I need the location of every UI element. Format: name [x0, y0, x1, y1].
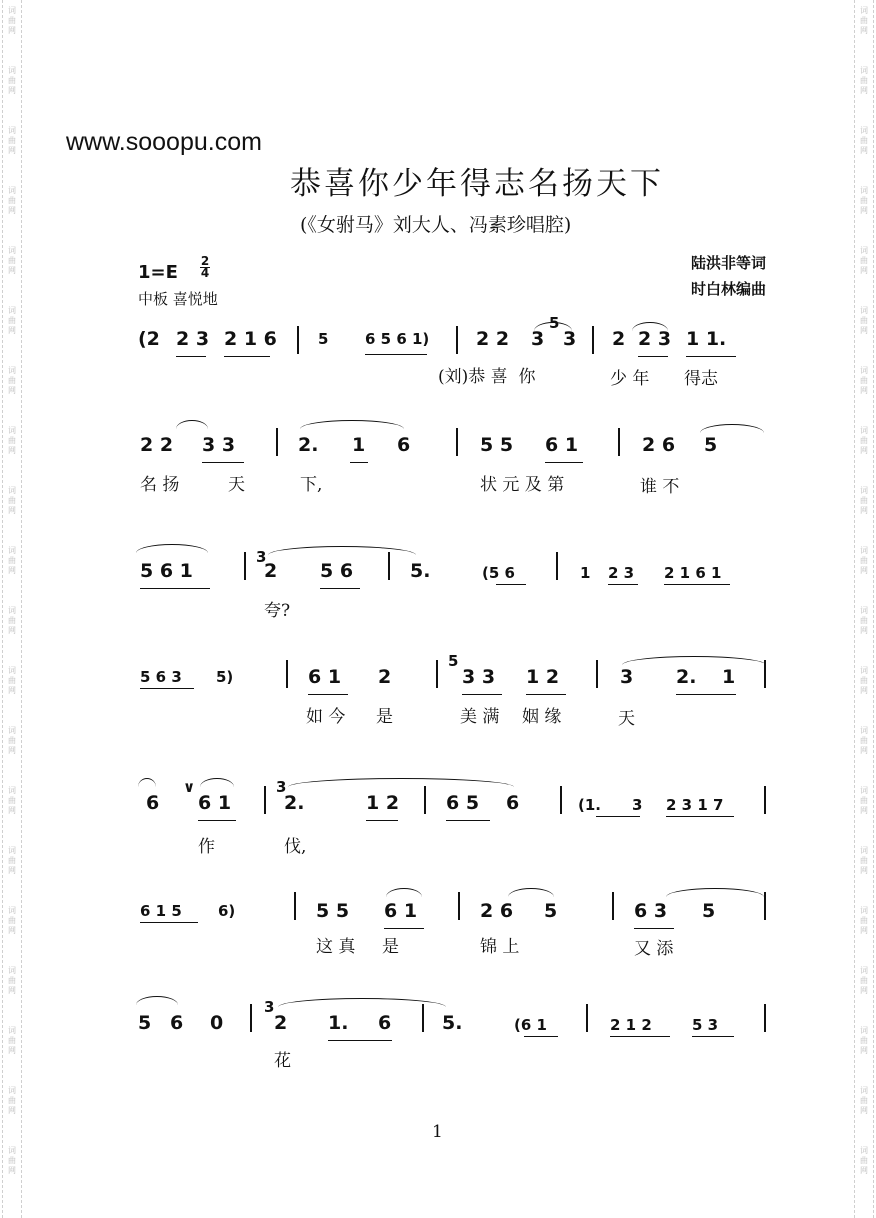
- underline: [638, 356, 668, 357]
- watermark-tile: 词 曲 网: [8, 366, 16, 395]
- note-group: 6 1: [384, 900, 418, 922]
- watermark-tile: 词 曲 网: [860, 1026, 868, 1055]
- note-group: 5 5: [316, 900, 350, 922]
- watermark-tile: 词 曲 网: [860, 66, 868, 95]
- watermark-tile: 词 曲 网: [8, 66, 16, 95]
- underline: [664, 584, 730, 585]
- slur: [700, 424, 764, 433]
- barline: [456, 428, 458, 456]
- barline: [458, 892, 460, 920]
- note-group: 2 2: [140, 434, 174, 456]
- watermark-tile: 词 曲 网: [860, 546, 868, 575]
- note-group: 5): [216, 668, 234, 686]
- note-group: 5: [702, 900, 716, 922]
- watermark-tile: 词 曲 网: [8, 966, 16, 995]
- lyric-line: 作: [198, 837, 215, 857]
- barline: [612, 892, 614, 920]
- watermark-tile: 词 曲 网: [8, 246, 16, 275]
- barline: [436, 660, 438, 688]
- note-group: 6 3: [634, 900, 668, 922]
- underline: [366, 820, 398, 821]
- watermark-tile: 词 曲 网: [860, 486, 868, 515]
- slur: [268, 546, 416, 555]
- slur: [632, 322, 668, 331]
- lyricist-credit: 陆洪非等词: [690, 254, 766, 272]
- barline: [592, 326, 594, 354]
- slur: [386, 888, 422, 897]
- site-url: www.sooopu.com: [66, 128, 262, 156]
- underline: [224, 356, 270, 357]
- watermark-tile: 词 曲 网: [860, 906, 868, 935]
- note-group: 2.: [676, 666, 697, 688]
- note-group: 5.: [410, 560, 431, 582]
- note-group: 2 3: [176, 328, 210, 350]
- slur: [136, 996, 178, 1005]
- note-group: 2: [264, 560, 278, 582]
- underline: [384, 928, 424, 929]
- time-signature-bottom: 4: [200, 266, 210, 280]
- note-group: (6 1: [514, 1016, 547, 1034]
- note-group: 2 6: [642, 434, 676, 456]
- lyric-line: 伐,: [284, 837, 307, 857]
- underline: [462, 694, 502, 695]
- underline: [524, 1036, 558, 1037]
- lyric-line: 花: [274, 1051, 291, 1071]
- underline: [328, 1040, 392, 1041]
- barline: [764, 660, 766, 688]
- key-signature: 1=E: [138, 262, 178, 283]
- note-group: 0: [210, 1012, 224, 1034]
- note-group: 5: [704, 434, 718, 456]
- underline: [202, 462, 244, 463]
- barline: [286, 660, 288, 688]
- barline: [297, 326, 299, 354]
- watermark-tile: 词 曲 网: [860, 1086, 868, 1115]
- lyric-line: 这 真: [316, 937, 356, 957]
- note-group: 2 1 6 1: [664, 564, 722, 582]
- watermark-tile: 词 曲 网: [8, 186, 16, 215]
- underline: [545, 462, 583, 463]
- note-group: 3: [620, 666, 634, 688]
- note-group: 6 1: [198, 792, 232, 814]
- barline: [276, 428, 278, 456]
- slur: [288, 778, 514, 787]
- barline: [294, 892, 296, 920]
- score-row-4: [0, 654, 876, 764]
- score-row-2: [0, 424, 876, 534]
- lyric-line: 是: [382, 937, 399, 957]
- note-group: 2: [274, 1012, 288, 1034]
- note-group: 6 5 6 1): [365, 330, 430, 348]
- note-group: (2: [138, 328, 160, 350]
- watermark-tile: 词 曲 网: [860, 246, 868, 275]
- note-group: 6 1: [308, 666, 342, 688]
- watermark-tile: 词 曲 网: [860, 1146, 868, 1175]
- lyric-line: 得志: [684, 369, 718, 389]
- lyric-line: 如 今: [306, 707, 346, 727]
- watermark-tile: 词 曲 网: [8, 606, 16, 635]
- note-group: 3: [563, 328, 577, 350]
- note-group: 2 6: [480, 900, 514, 922]
- note-group: 2 3: [638, 328, 672, 350]
- note-group: 5: [544, 900, 558, 922]
- watermark-tile: 词 曲 网: [860, 186, 868, 215]
- underline: [308, 694, 348, 695]
- barline: [456, 326, 458, 354]
- note-group: 6: [378, 1012, 392, 1034]
- breath-mark: ∨: [183, 778, 196, 796]
- grace-note: 3: [264, 998, 275, 1016]
- slur: [508, 888, 554, 897]
- watermark-tile: 词 曲 网: [860, 726, 868, 755]
- note-group: 1.: [328, 1012, 349, 1034]
- watermark-tile: 词 曲 网: [860, 786, 868, 815]
- lyric-line: 锦 上: [480, 937, 520, 957]
- watermark-tile: 词 曲 网: [860, 666, 868, 695]
- slur: [138, 778, 156, 787]
- song-subtitle: (《女驸马》刘大人、冯素珍唱腔): [300, 214, 572, 236]
- slur: [136, 544, 208, 553]
- grace-note: 3: [276, 778, 287, 796]
- time-signature: [200, 256, 210, 279]
- song-title: 恭喜你少年得志名扬天下: [290, 166, 664, 202]
- score-row-5: [0, 776, 876, 886]
- watermark-tile: 词 曲 网: [8, 906, 16, 935]
- underline: [692, 1036, 734, 1037]
- watermark-tile: 词 曲 网: [8, 1146, 16, 1175]
- note-group: 5 6 3: [140, 668, 182, 686]
- barline: [764, 786, 766, 814]
- lyric-line: 少 年: [610, 369, 650, 389]
- watermark-tile: 词 曲 网: [8, 486, 16, 515]
- barline: [618, 428, 620, 456]
- underline: [596, 816, 640, 817]
- barline: [424, 786, 426, 814]
- score-row-3: [0, 540, 876, 650]
- underline: [176, 356, 206, 357]
- barline: [244, 552, 246, 580]
- lyric-line: 又 添: [634, 939, 674, 959]
- composer-credit: 时白林编曲: [690, 280, 766, 298]
- slur: [622, 656, 766, 665]
- tempo-marking: 中板 喜悦地: [138, 290, 218, 308]
- note-group: 2.: [298, 434, 319, 456]
- lyric-line: 天: [228, 475, 245, 495]
- note-group: 2: [378, 666, 392, 688]
- lyric-line: 名 扬: [140, 475, 180, 495]
- underline: [446, 820, 490, 821]
- watermark-tile: 词 曲 网: [860, 6, 868, 35]
- underline: [608, 584, 638, 585]
- underline: [686, 356, 736, 357]
- watermark-tile: 词 曲 网: [860, 306, 868, 335]
- note-group: 6 1: [545, 434, 579, 456]
- watermark-tile: 词 曲 网: [8, 426, 16, 455]
- watermark-tile: 词 曲 网: [860, 126, 868, 155]
- note-group: 2: [612, 328, 626, 350]
- slur: [278, 998, 446, 1007]
- note-group: 5 3: [692, 1016, 719, 1034]
- underline: [140, 688, 194, 689]
- note-group: 5: [138, 1012, 152, 1034]
- note-group: 6 5: [446, 792, 480, 814]
- note-group: 5 5: [480, 434, 514, 456]
- underline: [676, 694, 736, 695]
- note-group: 1 2: [526, 666, 560, 688]
- watermark-tile: 词 曲 网: [8, 306, 16, 335]
- note-group: 2 1 6: [224, 328, 277, 350]
- note-group: 5 6: [320, 560, 354, 582]
- note-group: 2 3: [608, 564, 635, 582]
- note-group: 6: [170, 1012, 184, 1034]
- watermark-tile: 词 曲 网: [860, 426, 868, 455]
- barline: [388, 552, 390, 580]
- note-group: 1 1.: [686, 328, 727, 350]
- barline: [764, 892, 766, 920]
- underline: [365, 354, 427, 355]
- note-group: 2.: [284, 792, 305, 814]
- lyric-line: 谁 不: [640, 477, 680, 497]
- note-group: 3 3: [202, 434, 236, 456]
- grace-note: 5: [448, 652, 459, 670]
- lyric-line: 是: [376, 707, 393, 727]
- watermark-tile: 词 曲 网: [8, 546, 16, 575]
- note-group: 1: [722, 666, 736, 688]
- watermark-tile: 词 曲 网: [8, 1086, 16, 1115]
- underline: [610, 1036, 670, 1037]
- underline: [496, 584, 526, 585]
- note-group: 3 3: [462, 666, 496, 688]
- barline: [596, 660, 598, 688]
- note-group: 2 1 2: [610, 1016, 652, 1034]
- barline: [422, 1004, 424, 1032]
- lyric-line: 美 满: [460, 707, 500, 727]
- lyric-line: 下,: [300, 475, 323, 495]
- barline: [560, 786, 562, 814]
- barline: [764, 1004, 766, 1032]
- note-group: 2 3 1 7: [666, 796, 724, 814]
- watermark-tile: 词 曲 网: [860, 366, 868, 395]
- watermark-tile: 词 曲 网: [8, 786, 16, 815]
- barline: [264, 786, 266, 814]
- watermark-tile: 词 曲 网: [860, 606, 868, 635]
- lyric-line: 夸?: [264, 601, 291, 621]
- slur: [200, 778, 234, 787]
- note-group: 6: [397, 434, 411, 456]
- underline: [140, 922, 198, 923]
- underline: [198, 820, 236, 821]
- underline: [666, 816, 734, 817]
- note-group: 6): [218, 902, 236, 920]
- underline: [140, 588, 210, 589]
- watermark-tile: 词 曲 网: [860, 846, 868, 875]
- underline: [634, 928, 674, 929]
- time-signature-top: 2: [200, 254, 210, 268]
- note-group: 6: [146, 792, 160, 814]
- underline: [320, 588, 360, 589]
- score-row-7: [0, 994, 876, 1104]
- note-group: (5 6: [482, 564, 515, 582]
- barline: [586, 1004, 588, 1032]
- watermark-tile: 词 曲 网: [8, 846, 16, 875]
- watermark-tile: 词 曲 网: [860, 966, 868, 995]
- watermark-tile: 词 曲 网: [8, 726, 16, 755]
- note-group: 5.: [442, 1012, 463, 1034]
- note-group: 6 1 5: [140, 902, 182, 920]
- grace-note: 3: [256, 548, 267, 566]
- note-group: 3: [632, 796, 643, 814]
- barline: [556, 552, 558, 580]
- note-group: 5 6 1: [140, 560, 193, 582]
- watermark-tile: 词 曲 网: [8, 666, 16, 695]
- watermark-tile: 词 曲 网: [8, 6, 16, 35]
- slur: [534, 322, 572, 331]
- underline: [526, 694, 566, 695]
- note-group: (1.: [578, 796, 601, 814]
- note-group: 1: [352, 434, 366, 456]
- note-group: 2 2: [476, 328, 510, 350]
- note-group: 1: [580, 564, 591, 582]
- watermark-tile: 词 曲 网: [8, 126, 16, 155]
- page-number: 1: [432, 1122, 443, 1142]
- note-group: 6: [506, 792, 520, 814]
- lyric-line: 状 元 及 第: [480, 475, 565, 495]
- underline: [350, 462, 368, 463]
- score-row-1: [0, 314, 876, 430]
- barline: [250, 1004, 252, 1032]
- note-group: 3: [531, 328, 545, 350]
- lyric-line: 姻 缘: [522, 707, 562, 727]
- note-group: 1 2: [366, 792, 400, 814]
- grace-note: 5: [549, 314, 560, 332]
- score-row-6: [0, 886, 876, 996]
- note-group: 5: [318, 330, 329, 348]
- watermark-tile: 词 曲 网: [8, 1026, 16, 1055]
- lyric-line: 天: [618, 709, 635, 729]
- slur: [666, 888, 764, 897]
- lyric-line: (刘)恭 喜 你: [438, 367, 536, 387]
